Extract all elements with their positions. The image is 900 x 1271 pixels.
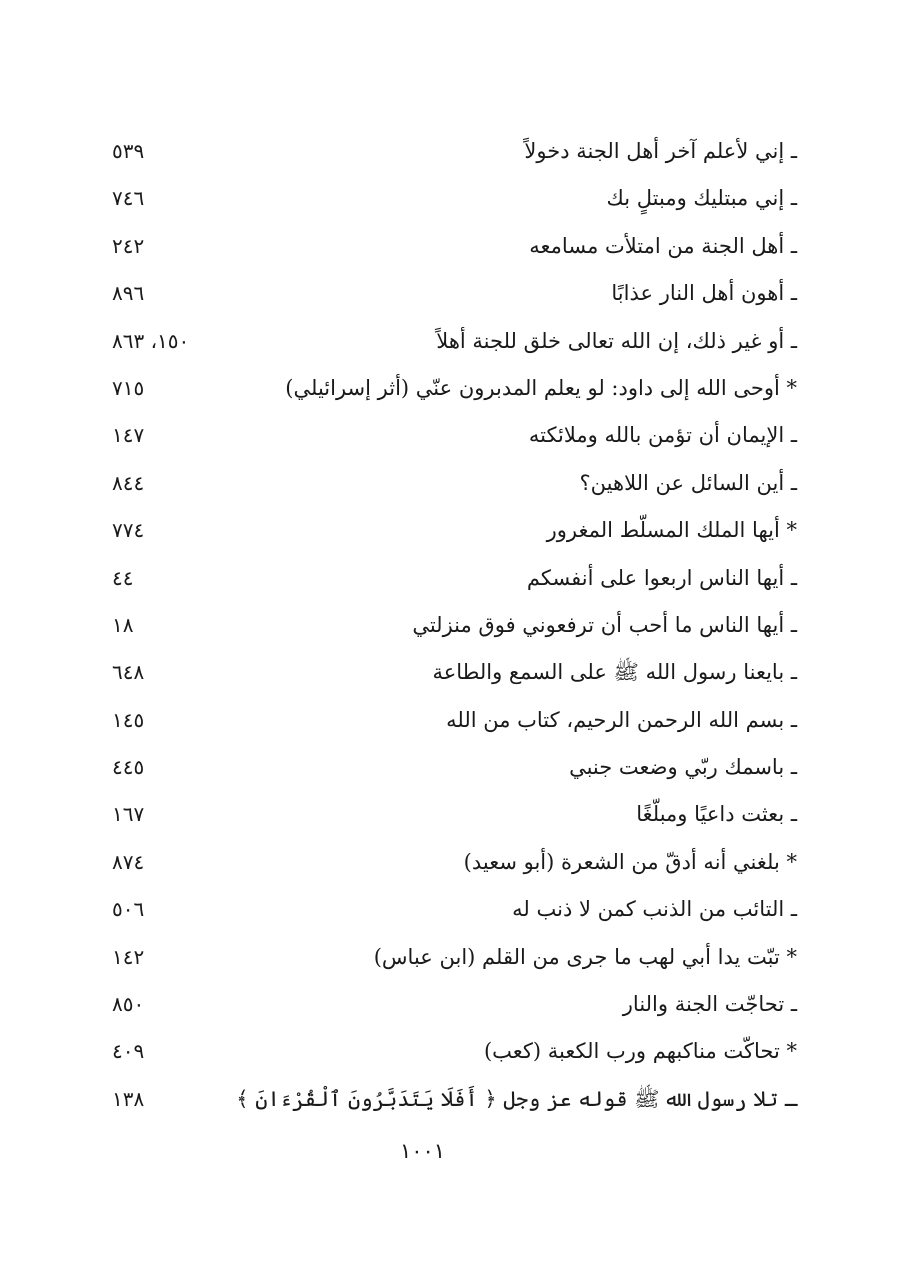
entry-text: * تبّت يدا أبي لهب ما جرى من القلم (ابن عباس) (373, 944, 797, 969)
entry-page-ref: ٦٤٨ (112, 660, 145, 685)
index-entry (0, 793, 900, 840)
entry-page-ref: ٥٣٩ (112, 139, 145, 163)
entry-page-ref: ١٤٥ (112, 707, 145, 732)
entry-page-ref: ١٤٢ (112, 944, 145, 969)
entry-page-ref: ٨٤٤ (112, 470, 145, 495)
index-entry (0, 604, 900, 651)
entry-text: ـ بايعنا رسول الله ﷺ على السمع والطاعة (432, 660, 797, 685)
entry-text: ـ باسمك ربّي وضعت جنبي (569, 755, 797, 780)
entry-text: ـ تحاجّت الجنة والنار (622, 992, 797, 1017)
entry-page-ref: ١٤٧ (112, 423, 145, 448)
entry-text: ـ أين السائل عن اللاهين؟ (579, 470, 797, 495)
index-entry (0, 1078, 900, 1125)
entry-page-ref: ٨٥٠ (112, 992, 145, 1017)
index-entry (0, 130, 900, 177)
entry-page-ref: ٨٩٦ (112, 281, 145, 306)
entry-page-ref: ٨٧٤ (112, 849, 145, 874)
entry-page-ref: ٤٤ (112, 565, 134, 590)
entry-text: ـ إني لأعلم آخر أهل الجنة دخولاً (524, 139, 797, 163)
entry-text: ـ إني مبتليك ومبتلٍ بك (606, 186, 797, 211)
entry-text: ـ أهل الجنة من امتلأت مسامعه (529, 233, 797, 258)
index-entry (0, 746, 900, 793)
index-entry (0, 699, 900, 746)
entry-text: ـ بعثت داعيًا ومبلّغًا (636, 802, 797, 827)
entry-text: ـ تلا رسول الله ﷺ قوله عز وجل ﴿ أَفَلَا يَتَدَبَّرُونَ ٱلْقُرْءَانَ ﴾ (236, 1086, 797, 1111)
index-entry (0, 888, 900, 935)
index-entry (0, 936, 900, 983)
entry-page-ref: ٧١٥ (112, 375, 145, 400)
entry-page-ref: ١٥٠، ٨٦٣ (112, 328, 190, 353)
entry-page-ref: ٢٤٢ (112, 233, 145, 258)
index-entry (0, 651, 900, 698)
entry-page-ref: ١٣٨ (112, 1086, 145, 1111)
entry-page-ref: ١٦٧ (112, 802, 145, 827)
entry-text: * أيها الملك المسلّط المغرور (546, 518, 797, 543)
index-entry (0, 225, 900, 272)
entry-text: * تحاكّت مناكبهم ورب الكعبة (كعب) (483, 1039, 797, 1064)
entry-text: ـ التائب من الذنب كمن لا ذنب له (512, 897, 797, 922)
entry-text: ـ الإيمان أن تؤمن بالله وملائكته (528, 423, 797, 448)
index-entry (0, 557, 900, 604)
index-entry (0, 509, 900, 556)
entry-page-ref: ٤٤٥ (112, 755, 145, 780)
entry-text: ـ أهون أهل النار عذابًا (611, 281, 797, 306)
entry-page-ref: ١٨ (112, 612, 134, 637)
index-entry (0, 1030, 900, 1077)
index-entry (0, 414, 900, 461)
entry-page-ref: ٧٧٤ (112, 518, 145, 543)
entry-text: * بلغني أنه أدقّ من الشعرة (أبو سعيد) (463, 849, 797, 874)
index-entry (0, 177, 900, 224)
index-entry (0, 841, 900, 888)
entry-page-ref: ٥٠٦ (112, 897, 145, 922)
entry-text: * أوحى الله إلى داود: لو يعلم المدبرون عنّي (أثر إسرائيلي) (285, 375, 797, 400)
index-entry (0, 367, 900, 414)
entry-page-ref: ٧٤٦ (112, 186, 145, 211)
page-number: ١٠٠١ (399, 1139, 446, 1163)
index-entry (0, 983, 900, 1030)
index-entry (0, 462, 900, 509)
hadith-index-list (0, 130, 900, 1125)
entry-text: ـ أو غير ذلك، إن الله تعالى خلق للجنة أهلاً (436, 328, 797, 353)
entry-text: ـ أيها الناس ما أحب أن ترفعوني فوق منزلتي (412, 612, 797, 637)
entry-text: ـ بسم الله الرحمن الرحيم، كتاب من الله (446, 707, 797, 732)
index-entry (0, 272, 900, 319)
entry-text: ـ أيها الناس اربعوا على أنفسكم (526, 565, 797, 590)
index-entry (0, 320, 900, 367)
entry-page-ref: ٤٠٩ (112, 1039, 145, 1064)
